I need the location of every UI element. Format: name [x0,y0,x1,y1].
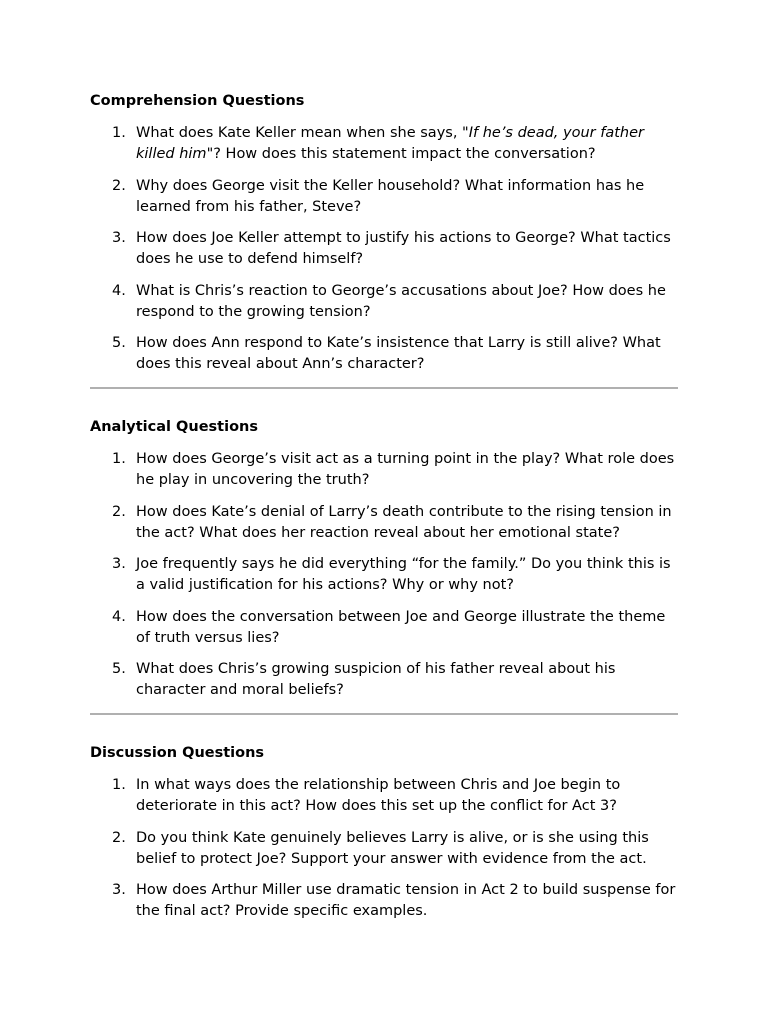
question-item [90,775,678,817]
question-text: Do you think Kate genuinely believes Larry is alive, or is she using this belief to protect Joe? Support your answer with evidence from the act. [136,829,649,867]
question-number: 3. [112,556,126,572]
question-item [90,659,678,701]
question-item [90,502,678,544]
question-item [90,554,678,596]
discussion-question-list [90,775,678,922]
question-text: Joe frequently says he did everything “for the family.” Do you think this is a valid justification for his actions? Why or why not? [136,556,671,593]
question-number: 1. [112,451,126,467]
question-item [90,607,678,649]
question-text: How does Kate’s denial of Larry’s death contribute to the rising tension in the act? What does her reaction reveal about her emotional state? [136,503,672,541]
question-item [90,828,678,870]
section-title-comprehension: Comprehension Questions [90,93,305,109]
question-text-post: "? How does this statement impact the conversation? [206,146,596,162]
section-title-discussion: Discussion Questions [90,745,265,761]
question-text-pre: What does Kate Keller mean when she says, " [136,125,469,141]
document-page [90,90,678,922]
question-text: How does George’s visit act as a turning point in the play? What role does he play in uncovering the truth? [136,451,675,488]
question-text: How does Ann respond to Kate’s insistence that Larry is still alive? What does this reveal about Ann’s character? [136,335,661,372]
section-title-analytical: Analytical Questions [90,419,258,435]
analytical-section [90,416,678,701]
question-number: 4. [112,608,126,625]
question-text: In what ways does the relationship between Chris and Joe begin to deteriorate in this act? How does this set up the conflict for Act 3? [136,777,621,814]
question-number: 1. [112,125,126,141]
question-number: 2. [112,829,126,846]
question-item [90,228,678,270]
question-number: 2. [112,177,126,194]
question-item [90,176,678,218]
question-item [90,333,678,375]
discussion-section [90,742,678,922]
comprehension-question-list [90,123,678,375]
question-item [90,449,678,491]
question-number: 5. [112,661,126,677]
question-item [90,880,678,922]
question-text: How does the conversation between Joe and George illustrate the theme of truth versus lies? [136,608,666,646]
question-text: What does Chris’s growing suspicion of his father reveal about his character and moral beliefs? [136,661,616,698]
analytical-question-list [90,449,678,701]
question-number: 3. [112,882,126,898]
question-quote: If he’s dead, your father killed him [136,125,644,162]
question-number: 5. [112,335,126,351]
question-number: 2. [112,503,126,520]
section-divider [90,713,678,715]
question-item [90,123,678,165]
question-number: 1. [112,777,126,793]
question-item [90,281,678,323]
comprehension-section [90,90,678,375]
question-text: How does Arthur Miller use dramatic tension in Act 2 to build suspense for the final act? Provide specific examples. [136,882,676,919]
question-number: 4. [112,282,126,299]
question-number: 3. [112,230,126,246]
section-divider [90,387,678,389]
question-text: Why does George visit the Keller household? What information has he learned from his father, Steve? [136,177,645,215]
question-text: What is Chris’s reaction to George’s accusations about Joe? How does he respond to the growing tension? [136,282,666,320]
question-text: How does Joe Keller attempt to justify his actions to George? What tactics does he use to defend himself? [136,230,671,267]
